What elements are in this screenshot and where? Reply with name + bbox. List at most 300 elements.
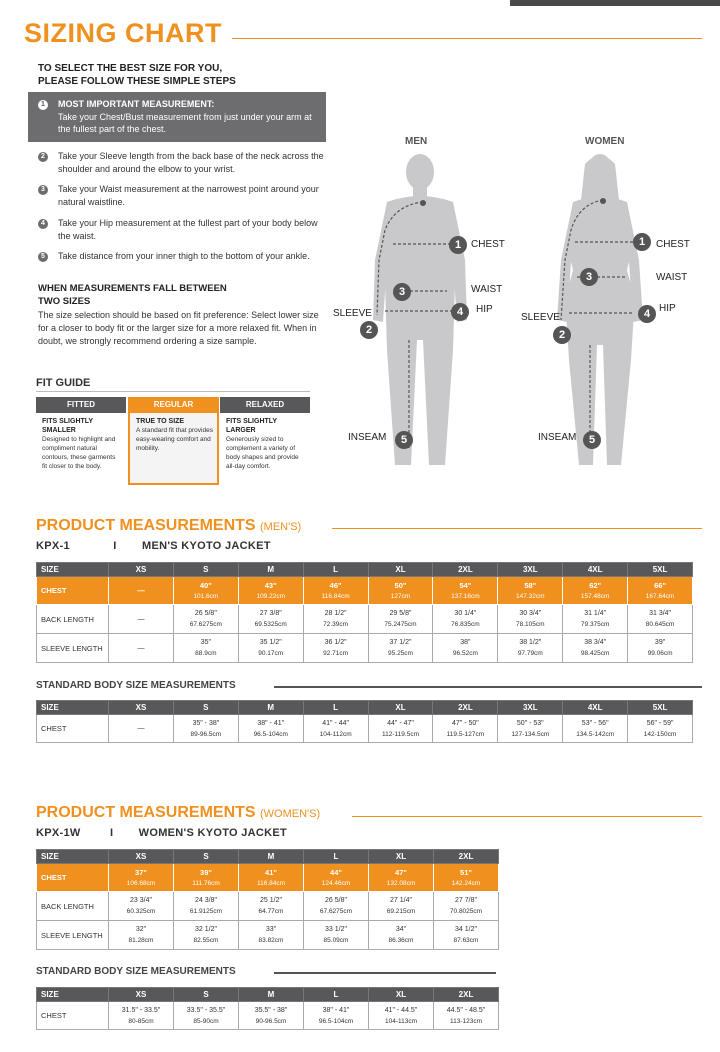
value-inch: 25 1/2" (260, 897, 282, 904)
value-cm: 80.645cm (645, 621, 675, 628)
value-cm: 86.36cm (388, 937, 414, 944)
value-inch: 30 1/4" (454, 610, 477, 617)
value-cm: 127-134.5cm (511, 730, 550, 738)
value-cm: 101.6cm (193, 592, 219, 600)
women-chest-label: CHEST (656, 239, 690, 250)
value-cell (434, 864, 499, 892)
value-inch: 37 1/2" (389, 639, 412, 646)
value-inch: 33 1/2" (325, 926, 347, 933)
value-cell (304, 892, 369, 921)
value-inch: 54" (459, 580, 472, 590)
value-inch: 38 1/2" (519, 639, 542, 646)
section-title-text: PRODUCT MEASUREMENTS (36, 804, 256, 821)
value-cell (238, 715, 303, 743)
size-cell: M (238, 701, 303, 715)
fit-head: TRUE TO SIZE (136, 418, 185, 425)
value-cm: 88.9cm (195, 650, 217, 657)
size-cell: 2XL (433, 701, 498, 715)
value-cell (434, 892, 499, 921)
value-cm: 85-90cm (193, 1017, 219, 1025)
value-cm: 99.06cm (647, 650, 673, 657)
step-3 (38, 183, 328, 209)
size-cell: 3XL (498, 701, 563, 715)
value-inch: 44" - 47" (387, 719, 414, 727)
value-inch: 31 3/4" (649, 610, 672, 617)
table-row (37, 715, 693, 743)
size-cell: XS (109, 988, 174, 1002)
value-cell (239, 892, 304, 921)
value-cell (628, 634, 693, 663)
value-cell (368, 715, 433, 743)
row-label: CHEST (37, 1002, 109, 1030)
value-cell (303, 715, 368, 743)
value-cm: 147.32cm (516, 592, 545, 600)
row-label: BACK LENGTH (37, 605, 109, 634)
section-title-text: PRODUCT MEASUREMENTS (36, 517, 256, 534)
mens-product-table (36, 562, 693, 663)
women-badge-3: 3 (580, 268, 598, 286)
value-cell (563, 605, 628, 634)
value-cm: 104-113cm (384, 1017, 418, 1025)
size-cell: 2XL (433, 563, 498, 577)
fit-text: Generously sized to complement a variety of body shapes and provide all-day comfort. (226, 436, 299, 470)
value-cell (368, 634, 433, 663)
size-cell: L (304, 850, 369, 864)
value-inch: 41" - 44" (322, 719, 349, 727)
size-header: SIZE (37, 701, 109, 715)
value-cm: 109.22cm (256, 592, 285, 600)
womens-section-title (36, 804, 320, 822)
value-inch: 37" (135, 867, 147, 877)
value-inch: 35" (200, 639, 211, 646)
value-inch: 38 3/4" (584, 639, 607, 646)
value-inch: 24 3/8" (195, 897, 217, 904)
value-cell (239, 864, 304, 892)
fit-text: Designed to highlight and compliment natural contours, these garments fit closer to the body. (42, 436, 116, 470)
value-cell (238, 577, 303, 605)
size-cell: M (238, 563, 303, 577)
value-cell (433, 577, 498, 605)
value-cell (303, 634, 368, 663)
row-label: BACK LENGTH (37, 892, 109, 921)
men-badge-2: 2 (360, 321, 378, 339)
size-cell: M (239, 850, 304, 864)
value-cm: 106.68cm (126, 879, 156, 887)
product-title: MEN'S KYOTO JACKET (141, 540, 271, 552)
step-text: Take your Hip measurement at the fullest part of your body below the waist. (58, 218, 318, 241)
intro-line-1: TO SELECT THE BEST SIZE FOR YOU, (38, 63, 223, 74)
value-inch: 35" - 38" (192, 719, 220, 727)
top-bar (510, 0, 720, 6)
step-number: 5 (38, 252, 48, 262)
value-cm: 97.79cm (517, 650, 543, 657)
value-cell (109, 892, 174, 921)
women-badge-5: 5 (583, 431, 601, 449)
value-cell (628, 715, 693, 743)
fit-label: REGULAR (128, 397, 219, 413)
step-text: Take distance from your inner thigh to the bottom of your ankle. (58, 251, 310, 261)
value-inch: — (137, 615, 145, 623)
value-cell (109, 577, 174, 605)
table-header-row (37, 563, 693, 577)
womens-std-title: STANDARD BODY SIZE MEASUREMENTS (36, 966, 236, 977)
value-cm: 85.09cm (323, 937, 349, 944)
row-label: SLEEVE LENGTH (37, 921, 109, 950)
between-title-line-2: TWO SIZES (38, 296, 91, 307)
men-figure (355, 150, 495, 480)
value-cell (109, 1002, 174, 1030)
value-cm: 95.25cm (388, 650, 413, 657)
value-cm: 104-112cm (319, 730, 352, 738)
product-sep: I (109, 827, 114, 839)
value-inch: — (137, 586, 145, 595)
value-inch: 34 1/2" (455, 926, 477, 933)
fit-col-regular (128, 397, 219, 485)
step-text: Take your Waist measurement at the narrowest point around your natural waistline. (58, 184, 319, 207)
value-inch: 38" (460, 639, 471, 646)
table-header-row (37, 701, 693, 715)
fit-body (220, 413, 310, 483)
value-inch: 33" (265, 926, 277, 933)
value-cm: 72.39cm (323, 621, 349, 628)
table-row (37, 577, 693, 605)
value-cell (109, 864, 174, 892)
section-title-sub: (MEN'S) (260, 521, 302, 533)
row-label: CHEST (37, 577, 109, 605)
value-inch: 32 1/2" (195, 926, 217, 933)
value-cm: 98.425cm (580, 650, 610, 657)
value-inch: 58" (524, 580, 537, 590)
value-cm: 75.2475cm (384, 621, 417, 628)
size-cell: S (174, 988, 239, 1002)
mens-std-title: STANDARD BODY SIZE MEASUREMENTS (36, 680, 236, 691)
size-cell: XL (368, 701, 433, 715)
table-row (37, 921, 499, 950)
value-inch: 38" - 41" (257, 719, 285, 727)
size-cell: XL (368, 563, 433, 577)
size-cell: XL (369, 850, 434, 864)
women-badge-4: 4 (638, 305, 656, 323)
size-cell: S (174, 850, 239, 864)
value-inch: — (137, 725, 145, 732)
value-cell (174, 892, 239, 921)
size-cell: 2XL (434, 850, 499, 864)
value-cm: 61.9125cm (189, 908, 223, 915)
size-cell: XS (109, 563, 174, 577)
value-cell (174, 1002, 239, 1030)
womens-product-name (36, 827, 287, 839)
value-cm: 112-119.5cm (382, 730, 419, 738)
womens-std-table (36, 987, 499, 1030)
value-cell (368, 605, 433, 634)
table-header-row (37, 850, 499, 864)
value-cm: 134.5-142cm (576, 730, 615, 738)
step-number: 4 (38, 219, 48, 229)
step-text: Take your Chest/Bust measurement from just under your arm at the fullest part of the chest. (58, 111, 312, 134)
value-inch: 27 7/8" (455, 897, 477, 904)
size-cell: 5XL (628, 701, 693, 715)
men-label: MEN (405, 136, 428, 147)
women-badge-2: 2 (553, 326, 571, 344)
value-inch: 29 5/8" (389, 610, 412, 617)
value-cm: 89-96.5cm (190, 730, 222, 738)
value-cm: 90.17cm (258, 650, 284, 657)
value-cell (369, 892, 434, 921)
value-cm: 67.6275cm (189, 621, 222, 628)
men-hip-label: HIP (476, 304, 493, 315)
table-row (37, 634, 693, 663)
value-cell (303, 577, 368, 605)
value-cell (109, 921, 174, 950)
value-inch: 40" (199, 580, 212, 590)
value-cm: 111.76cm (192, 879, 220, 887)
value-cm: 60.325cm (126, 908, 156, 915)
table-header-row (37, 988, 499, 1002)
value-cm: 90-96.5cm (255, 1017, 287, 1025)
value-cell (239, 921, 304, 950)
row-label: CHEST (37, 864, 109, 892)
value-cm: 137.16cm (451, 592, 480, 600)
value-cm: 124.46cm (321, 879, 351, 887)
womens-std-rule (274, 972, 496, 974)
value-cell (433, 634, 498, 663)
value-cm: 127cm (390, 592, 411, 600)
women-hip-label: HIP (659, 303, 676, 314)
value-cell (304, 921, 369, 950)
intro (38, 62, 328, 88)
value-cm: 80-85cm (128, 1017, 154, 1025)
value-inch: 41" (265, 867, 277, 877)
value-cell (563, 715, 628, 743)
value-inch: 33.5" - 35.5" (186, 1006, 226, 1014)
value-inch: 36 1/2" (324, 639, 347, 646)
value-cm: 119.5-127cm (446, 730, 485, 738)
value-inch: 62" (589, 580, 602, 590)
size-cell: 4XL (563, 701, 628, 715)
step-heading: MOST IMPORTANT MEASUREMENT: (58, 99, 215, 109)
size-cell: 2XL (434, 988, 499, 1002)
men-badge-4: 4 (451, 303, 469, 321)
value-cell (174, 864, 239, 892)
value-cm: 79.375cm (580, 621, 610, 628)
value-cm: 113-123cm (449, 1017, 483, 1025)
between-sizes-text: The size selection should be based on fit preference: Select lower size for a closer to body fit or the larger size for a more relaxed fit. When in doubt, we strongly recommend ordering a size sample. (38, 310, 319, 346)
value-cm: 87.63cm (453, 937, 479, 944)
womens-section-rule (352, 816, 702, 817)
value-cell (434, 1002, 499, 1030)
mens-section-rule (332, 528, 702, 529)
product-code: KPX-1 (36, 540, 70, 552)
table-row (37, 1002, 499, 1030)
value-inch: 44" (330, 867, 342, 877)
value-inch: 53" - 56" (581, 719, 609, 727)
value-cell (369, 921, 434, 950)
fit-text: A standard fit that provides easy-wearing comfort and mobility. (136, 427, 213, 452)
value-inch: 47" (395, 867, 407, 877)
value-cell (433, 605, 498, 634)
fit-label: FITTED (36, 397, 126, 413)
value-cm: 157.48cm (580, 592, 610, 600)
mens-std-rule (274, 686, 702, 688)
product-title: WOMEN'S KYOTO JACKET (138, 827, 288, 839)
fit-body (128, 413, 219, 485)
size-cell: 4XL (563, 563, 628, 577)
mens-section-title (36, 517, 301, 535)
men-chest-label: CHEST (471, 239, 505, 250)
value-cell (109, 634, 174, 663)
value-cell (109, 605, 174, 634)
value-cm: 167.64cm (645, 592, 675, 600)
value-cm: 96.5-104cm (318, 1017, 354, 1025)
value-inch: 44.5" - 48.5" (446, 1006, 486, 1014)
step-4 (38, 217, 328, 243)
value-inch: 27 1/4" (390, 897, 412, 904)
size-header: SIZE (37, 850, 109, 864)
size-cell: 5XL (628, 563, 693, 577)
value-inch: 26 5/8" (194, 610, 217, 617)
value-cell (498, 634, 563, 663)
value-cm: 83.82cm (258, 937, 284, 944)
fit-guide-title: FIT GUIDE (36, 377, 91, 389)
step-text: Take your Sleeve length from the back base of the neck across the shoulder and around the elbow to your wrist. (58, 151, 324, 174)
value-cell (304, 1002, 369, 1030)
value-cell (433, 715, 498, 743)
value-cm: 76.835cm (451, 621, 480, 628)
value-inch: 27 3/8" (259, 610, 282, 617)
product-sep: I (113, 540, 117, 552)
value-cell (498, 577, 563, 605)
value-cm: 78.105cm (516, 621, 545, 628)
value-inch: 28 1/2" (324, 610, 347, 617)
fit-label: RELAXED (220, 397, 310, 413)
fit-col-relaxed (220, 397, 310, 483)
value-cell (563, 577, 628, 605)
value-inch: 47" - 50" (452, 719, 479, 727)
value-cell (174, 921, 239, 950)
value-cell (368, 577, 433, 605)
value-cm: 69.5325cm (254, 621, 287, 628)
size-header: SIZE (37, 563, 109, 577)
men-badge-3: 3 (393, 283, 411, 301)
value-cm: 69.215cm (386, 908, 416, 915)
fit-body (36, 413, 126, 483)
value-inch: 66" (654, 580, 667, 590)
value-cell (239, 1002, 304, 1030)
value-cell (628, 577, 693, 605)
men-inseam-label: INSEAM (348, 432, 387, 443)
men-badge-1: 1 (449, 236, 467, 254)
men-sleeve-label: SLEEVE (333, 308, 372, 319)
value-inch: 26 5/8" (325, 897, 347, 904)
value-cell (628, 605, 693, 634)
size-cell: L (304, 988, 369, 1002)
fit-guide-rule (36, 391, 310, 392)
value-cell (304, 864, 369, 892)
fit-head: FITS SLIGHTLY SMALLER (42, 418, 93, 434)
women-sleeve-label: SLEEVE (521, 312, 560, 323)
men-badge-5: 5 (395, 431, 413, 449)
women-badge-1: 1 (633, 233, 651, 251)
table-row (37, 864, 499, 892)
step-number: 3 (38, 185, 48, 195)
value-cm: 142-150cm (643, 730, 677, 738)
value-inch: 51" (460, 867, 472, 877)
value-cell (109, 715, 174, 743)
section-title-sub: (WOMEN'S) (260, 808, 321, 820)
fit-col-fitted (36, 397, 126, 483)
value-cell (238, 605, 303, 634)
size-cell: XS (109, 701, 174, 715)
value-cm: 81.28cm (128, 937, 154, 944)
row-label: SLEEVE LENGTH (37, 634, 109, 663)
value-inch: 32" (135, 926, 147, 933)
between-title-line-1: WHEN MEASUREMENTS FALL BETWEEN (38, 283, 227, 294)
value-inch: 43" (264, 580, 277, 590)
value-cm: 132.08cm (386, 879, 416, 887)
value-cm: 96.52cm (452, 650, 478, 657)
women-label: WOMEN (585, 136, 625, 147)
size-cell: L (303, 701, 368, 715)
step-number: 2 (38, 152, 48, 162)
table-row (37, 605, 693, 634)
value-inch: 30 3/4" (519, 610, 542, 617)
size-cell: M (239, 988, 304, 1002)
product-code: KPX-1W (36, 827, 81, 839)
value-cell (369, 1002, 434, 1030)
value-inch: 38" - 41" (322, 1006, 350, 1014)
value-cell (303, 605, 368, 634)
value-inch: 46" (329, 580, 342, 590)
between-sizes-title (38, 282, 227, 308)
size-cell: 3XL (498, 563, 563, 577)
title-rule (232, 38, 702, 39)
value-cell (173, 605, 238, 634)
value-cell (238, 634, 303, 663)
value-inch: 35 1/2" (259, 639, 282, 646)
fit-head: FITS SLIGHTLY LARGER (226, 418, 277, 434)
step-2 (38, 150, 328, 176)
size-cell: S (173, 701, 238, 715)
value-cell (173, 577, 238, 605)
value-inch: 39" (654, 639, 666, 646)
size-cell: L (303, 563, 368, 577)
value-cm: 70.8025cm (449, 908, 483, 915)
value-inch: 31.5" - 33.5" (121, 1006, 161, 1014)
value-cell (369, 864, 434, 892)
value-cell (173, 715, 238, 743)
womens-product-table (36, 849, 499, 950)
size-cell: XL (369, 988, 434, 1002)
value-inch: 34" (395, 926, 407, 933)
value-cm: 142.24cm (451, 879, 481, 887)
table-row (37, 892, 499, 921)
page-title: SIZING CHART (24, 18, 222, 48)
value-cm: 64.77cm (258, 908, 284, 915)
value-cell (563, 634, 628, 663)
value-inch: 41" - 44.5" (384, 1006, 418, 1014)
value-cell (434, 921, 499, 950)
value-inch: 23 3/4" (130, 897, 152, 904)
value-cell (173, 634, 238, 663)
value-cm: 82.55cm (193, 937, 219, 944)
mens-std-table (36, 700, 693, 743)
step-number: 1 (38, 100, 48, 110)
intro-line-2: PLEASE FOLLOW THESE SIMPLE STEPS (38, 76, 236, 87)
step-5 (38, 250, 328, 263)
value-inch: — (137, 644, 145, 652)
mens-product-name (36, 540, 271, 552)
value-inch: 56" - 59" (646, 719, 674, 727)
